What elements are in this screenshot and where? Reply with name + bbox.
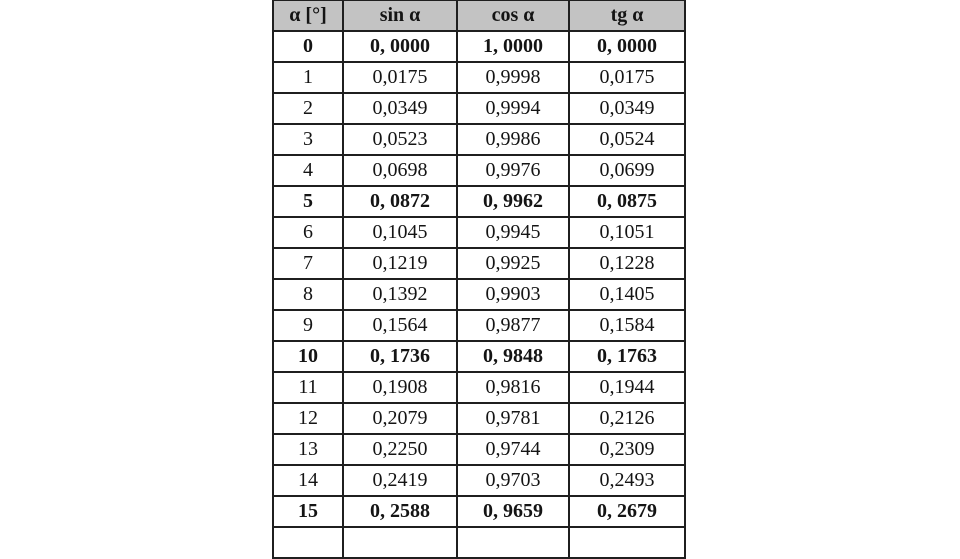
cell-sin: 0,2419 xyxy=(343,465,457,496)
header-row xyxy=(273,0,685,31)
table-row xyxy=(273,124,685,155)
cell-sin: 0,0175 xyxy=(343,62,457,93)
cell-tg: 0, 1763 xyxy=(569,341,685,372)
cell-tg: 0,1051 xyxy=(569,217,685,248)
cell-cos: 0,9976 xyxy=(457,155,569,186)
cell-cos: 0,9903 xyxy=(457,279,569,310)
cell-sin: 0,1045 xyxy=(343,217,457,248)
table-row xyxy=(273,310,685,341)
cell-tg: 0,0175 xyxy=(569,62,685,93)
cell-tg: 0,1944 xyxy=(569,372,685,403)
cell-deg: 7 xyxy=(273,248,343,279)
table-row xyxy=(273,93,685,124)
cell-cos: 0, 9659 xyxy=(457,496,569,527)
cell-sin: 0,1219 xyxy=(343,248,457,279)
header-sin: sin α xyxy=(343,0,457,31)
cell-deg: 10 xyxy=(273,341,343,372)
cell-sin xyxy=(343,527,457,558)
cell-sin: 0, 1736 xyxy=(343,341,457,372)
cell-sin: 0,1908 xyxy=(343,372,457,403)
cell-tg: 0,0349 xyxy=(569,93,685,124)
table-row xyxy=(273,248,685,279)
cell-tg: 0, 0875 xyxy=(569,186,685,217)
cell-tg: 0,2126 xyxy=(569,403,685,434)
cell-tg xyxy=(569,527,685,558)
cell-sin: 0,0349 xyxy=(343,93,457,124)
header-angle: α [°] xyxy=(273,0,343,31)
trig-table xyxy=(272,0,686,559)
cell-sin: 0,0523 xyxy=(343,124,457,155)
cell-sin: 0, 0872 xyxy=(343,186,457,217)
cell-deg: 0 xyxy=(273,31,343,62)
table-row xyxy=(273,155,685,186)
cell-cos: 0,9986 xyxy=(457,124,569,155)
table-body xyxy=(273,31,685,558)
cell-cos: 0,9744 xyxy=(457,434,569,465)
cell-tg: 0,1584 xyxy=(569,310,685,341)
cell-cos: 0,9816 xyxy=(457,372,569,403)
cell-deg: 5 xyxy=(273,186,343,217)
cell-deg: 8 xyxy=(273,279,343,310)
cell-tg: 0,1228 xyxy=(569,248,685,279)
cell-cos: 0,9781 xyxy=(457,403,569,434)
cell-deg: 3 xyxy=(273,124,343,155)
table-row xyxy=(273,279,685,310)
cell-deg xyxy=(273,527,343,558)
cell-cos: 0, 9848 xyxy=(457,341,569,372)
table-row xyxy=(273,372,685,403)
cell-cos: 0,9998 xyxy=(457,62,569,93)
cell-deg: 12 xyxy=(273,403,343,434)
cell-sin: 0, 2588 xyxy=(343,496,457,527)
cell-sin: 0,1564 xyxy=(343,310,457,341)
cell-cos: 0, 9962 xyxy=(457,186,569,217)
table-row xyxy=(273,31,685,62)
table-row xyxy=(273,62,685,93)
cell-deg: 4 xyxy=(273,155,343,186)
cell-sin: 0, 0000 xyxy=(343,31,457,62)
cell-deg: 6 xyxy=(273,217,343,248)
cell-cos: 0,9877 xyxy=(457,310,569,341)
cell-cos: 0,9994 xyxy=(457,93,569,124)
cell-deg: 13 xyxy=(273,434,343,465)
cell-cos xyxy=(457,527,569,558)
table-row xyxy=(273,186,685,217)
table-row xyxy=(273,403,685,434)
cell-tg: 0,1405 xyxy=(569,279,685,310)
table-row xyxy=(273,527,685,558)
cell-cos: 1, 0000 xyxy=(457,31,569,62)
cell-tg: 0,0699 xyxy=(569,155,685,186)
cell-tg: 0, 2679 xyxy=(569,496,685,527)
cell-deg: 2 xyxy=(273,93,343,124)
cell-cos: 0,9945 xyxy=(457,217,569,248)
table-row xyxy=(273,496,685,527)
header-tg: tg α xyxy=(569,0,685,31)
cell-tg: 0, 0000 xyxy=(569,31,685,62)
cell-cos: 0,9925 xyxy=(457,248,569,279)
cell-deg: 15 xyxy=(273,496,343,527)
cell-tg: 0,0524 xyxy=(569,124,685,155)
cell-deg: 11 xyxy=(273,372,343,403)
cell-deg: 14 xyxy=(273,465,343,496)
cell-sin: 0,2250 xyxy=(343,434,457,465)
header-cos: cos α xyxy=(457,0,569,31)
cell-tg: 0,2309 xyxy=(569,434,685,465)
table-row xyxy=(273,341,685,372)
cell-deg: 1 xyxy=(273,62,343,93)
cell-cos: 0,9703 xyxy=(457,465,569,496)
table-row xyxy=(273,217,685,248)
cell-sin: 0,2079 xyxy=(343,403,457,434)
table-row xyxy=(273,465,685,496)
cell-sin: 0,0698 xyxy=(343,155,457,186)
cell-deg: 9 xyxy=(273,310,343,341)
table-row xyxy=(273,434,685,465)
cell-tg: 0,2493 xyxy=(569,465,685,496)
cell-sin: 0,1392 xyxy=(343,279,457,310)
